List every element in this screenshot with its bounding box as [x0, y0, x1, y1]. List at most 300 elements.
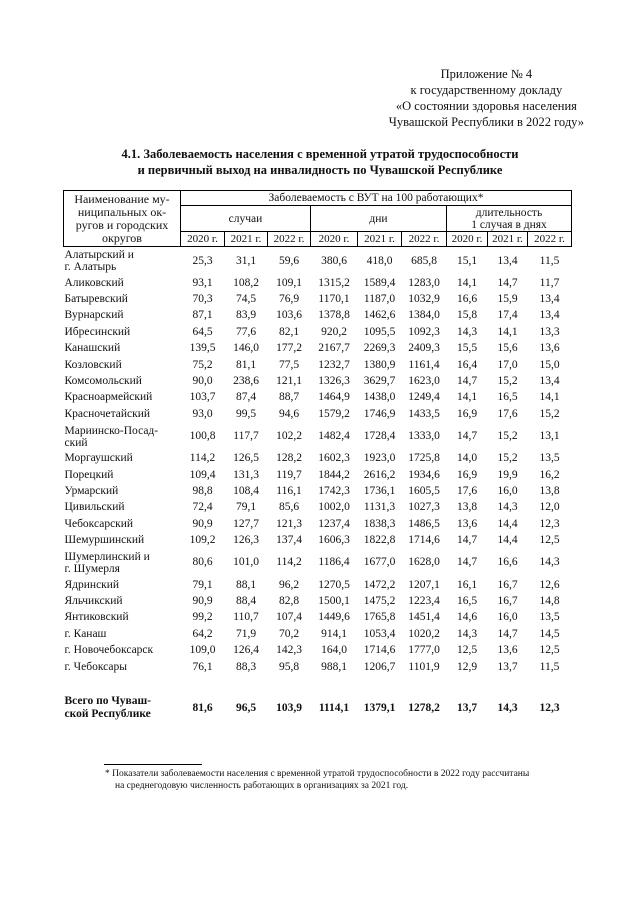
value-cell: 82,1: [278, 325, 300, 338]
value-cell: 14,3: [456, 627, 478, 640]
district-name: Шемуршинский: [64, 534, 145, 547]
district-name: Ибресинский: [64, 325, 131, 338]
value-cell: 15,2: [497, 452, 518, 465]
value-cell: 2269,3: [363, 342, 396, 355]
value-cell: 1606,3: [318, 534, 350, 547]
table-row: [64, 423, 572, 451]
year-header: 2020 г.: [181, 232, 225, 247]
value-cell: 13,6: [456, 517, 478, 530]
value-cell: 1101,9: [408, 660, 440, 673]
value-cell: 15,5: [456, 342, 478, 355]
table-row: [64, 549, 572, 577]
table-row: [64, 642, 572, 658]
value-cell: 81,1: [235, 358, 257, 371]
table-title: [0, 146, 640, 178]
table-row: [64, 516, 572, 532]
value-cell: 103,9: [276, 701, 302, 714]
table-header: [64, 191, 572, 247]
value-cell: 13,4: [539, 293, 560, 306]
value-cell: 1053,4: [363, 627, 396, 640]
value-cell: 16,7: [497, 578, 518, 591]
table-row: [64, 451, 572, 467]
value-cell: 96,2: [278, 578, 300, 591]
value-cell: 90,9: [192, 517, 213, 530]
value-cell: 1114,1: [318, 701, 350, 714]
value-cell: 1725,8: [408, 452, 440, 465]
year-header: 2021 г.: [488, 232, 528, 247]
table-row: [64, 247, 572, 276]
value-cell: 16,5: [456, 594, 478, 607]
district-name: Канашский: [64, 342, 121, 355]
value-cell: 1207,1: [408, 578, 440, 591]
value-cell: 16,2: [539, 468, 560, 481]
value-cell: 1728,4: [363, 430, 396, 443]
value-cell: 16,5: [497, 391, 518, 404]
value-cell: 14,1: [456, 276, 478, 289]
value-cell: 116,1: [276, 484, 302, 497]
table-row: [64, 308, 572, 324]
value-cell: 1170,1: [318, 293, 350, 306]
value-cell: 101,0: [233, 556, 259, 569]
value-cell: 72,4: [192, 501, 213, 514]
value-cell: 79,1: [192, 578, 213, 591]
year-header: 2022 г.: [402, 232, 447, 247]
district-name: Янтиковский: [64, 611, 129, 624]
appendix-line-3: «О состоянии здоровья населения: [395, 99, 577, 113]
value-cell: 1237,4: [318, 517, 350, 530]
value-cell: 2409,3: [408, 342, 440, 355]
value-cell: 15,6: [497, 342, 518, 355]
district-name: Красноармейский: [64, 391, 153, 404]
value-cell: 14,1: [539, 391, 560, 404]
value-cell: 100,8: [189, 430, 216, 443]
value-cell: 3629,7: [363, 375, 396, 388]
value-cell: 103,7: [189, 391, 216, 404]
value-cell: 121,3: [276, 517, 302, 530]
value-cell: 14,3: [497, 501, 518, 514]
value-cell: 1472,2: [363, 578, 396, 591]
value-cell: 70,3: [192, 293, 213, 306]
value-cell: 685,8: [411, 254, 437, 267]
value-cell: 17,4: [497, 309, 518, 322]
value-cell: 1032,9: [408, 293, 440, 306]
value-cell: 59,6: [278, 254, 300, 267]
value-cell: 1464,9: [318, 391, 350, 404]
value-cell: 14,4: [497, 517, 518, 530]
district-name: Алатырский и г. Алатырь: [64, 249, 134, 273]
value-cell: 238,6: [233, 375, 259, 388]
value-cell: 14,7: [456, 534, 478, 547]
value-cell: 103,6: [276, 309, 302, 322]
value-cell: 1378,8: [318, 309, 350, 322]
value-cell: 1249,4: [408, 391, 440, 404]
value-cell: 13,1: [539, 430, 560, 443]
value-cell: 16,1: [456, 578, 478, 591]
year-header: 2022 г.: [528, 232, 572, 247]
duration-header: длительность 1 случая в днях: [447, 206, 572, 232]
table-row: [64, 610, 572, 626]
value-cell: 14,7: [497, 276, 518, 289]
value-cell: 13,4: [539, 309, 560, 322]
footnote-line-1: * Показатели заболеваемости населения с временной утратой трудоспособности в 2022 году рассчитаны: [105, 769, 530, 779]
value-cell: 13,5: [539, 452, 560, 465]
appendix-line-4: Чувашской Республики в 2022 году»: [388, 115, 584, 129]
district-name: Яльчикский: [64, 594, 123, 607]
value-cell: 126,4: [233, 644, 259, 657]
value-cell: 14,0: [456, 452, 478, 465]
value-cell: 25,3: [192, 254, 213, 267]
value-cell: 85,6: [278, 501, 300, 514]
value-cell: 16,9: [456, 407, 478, 420]
value-cell: 15,9: [497, 293, 518, 306]
value-cell: 11,5: [539, 660, 560, 673]
value-cell: 1589,4: [363, 276, 396, 289]
value-cell: 380,6: [321, 254, 347, 267]
district-name: Вурнарский: [64, 309, 124, 322]
value-cell: 1438,0: [363, 391, 396, 404]
table-row: [64, 291, 572, 307]
value-cell: 2616,2: [363, 468, 396, 481]
value-cell: 12,5: [539, 534, 560, 547]
value-cell: 177,2: [276, 342, 302, 355]
value-cell: 146,0: [233, 342, 259, 355]
value-cell: 1822,8: [363, 534, 396, 547]
value-cell: 107,4: [276, 611, 302, 624]
total-row: [64, 693, 572, 723]
title-line-2: и первичный выход на инвалидность по Чувашской Республике: [137, 163, 503, 177]
value-cell: 64,5: [192, 325, 213, 338]
spacer-cell: [64, 675, 572, 693]
value-cell: 70,2: [278, 627, 300, 640]
value-cell: 128,2: [276, 452, 302, 465]
value-cell: 1270,5: [318, 578, 350, 591]
district-name: Урмарский: [64, 484, 119, 497]
value-cell: 119,7: [276, 468, 302, 481]
district-name: Моргаушский: [64, 452, 133, 465]
table-row: [64, 373, 572, 389]
value-cell: 127,7: [233, 517, 259, 530]
value-cell: 110,7: [233, 611, 259, 624]
value-cell: 74,5: [235, 293, 257, 306]
value-cell: 1736,1: [363, 484, 396, 497]
value-cell: 19,9: [497, 468, 518, 481]
vut-header: Заболеваемость с ВУТ на 100 работающих*: [181, 191, 572, 206]
value-cell: 14,3: [539, 556, 560, 569]
value-cell: 1923,0: [363, 452, 396, 465]
value-cell: 1765,8: [363, 611, 396, 624]
table-row: [64, 324, 572, 340]
value-cell: 1326,3: [318, 375, 350, 388]
value-cell: 1777,0: [408, 644, 440, 657]
value-cell: 1500,1: [318, 594, 350, 607]
value-cell: 12,3: [539, 701, 560, 714]
value-cell: 11,7: [539, 276, 560, 289]
value-cell: 12,6: [539, 578, 560, 591]
table-row: [64, 532, 572, 548]
value-cell: 83,9: [235, 309, 257, 322]
value-cell: 16,7: [497, 594, 518, 607]
value-cell: 16,0: [497, 484, 518, 497]
value-cell: 12,5: [456, 644, 478, 657]
value-cell: 90,0: [192, 375, 213, 388]
value-cell: 17,6: [456, 484, 478, 497]
value-cell: 1462,6: [363, 309, 396, 322]
value-cell: 109,1: [276, 276, 302, 289]
title-line-1: 4.1. Заболеваемость населения с временной утратой трудоспособности: [121, 147, 519, 161]
value-cell: 14,4: [497, 534, 518, 547]
district-name: Цивильский: [64, 501, 125, 514]
value-cell: 109,0: [189, 644, 216, 657]
value-cell: 1186,4: [318, 556, 350, 569]
value-cell: 914,1: [321, 627, 347, 640]
table-row: [64, 577, 572, 593]
year-header: 2020 г.: [447, 232, 488, 247]
value-cell: 64,2: [192, 627, 213, 640]
value-cell: 1092,3: [408, 325, 440, 338]
value-cell: 1602,3: [318, 452, 350, 465]
value-cell: 1232,7: [318, 358, 350, 371]
district-name: Чебоксарский: [64, 517, 134, 530]
value-cell: 15,1: [456, 254, 478, 267]
table-row: [64, 500, 572, 516]
name-column-header: Наименование му- ниципальных ок- ругов и городских округов: [64, 191, 181, 247]
morbidity-table: [63, 190, 572, 723]
value-cell: 13,4: [539, 375, 560, 388]
value-cell: 1623,0: [408, 375, 440, 388]
value-cell: 16,9: [456, 468, 478, 481]
value-cell: 1333,0: [408, 430, 440, 443]
district-name: г. Канаш: [64, 627, 107, 640]
value-cell: 2167,7: [318, 342, 350, 355]
value-cell: 16,6: [497, 556, 518, 569]
year-header: 2022 г.: [268, 232, 311, 247]
value-cell: 11,5: [539, 254, 560, 267]
district-name: Батыревский: [64, 293, 128, 306]
table-row: [64, 275, 572, 291]
value-cell: 77,5: [278, 358, 300, 371]
district-name: Комсомольский: [64, 375, 142, 388]
value-cell: 14,3: [456, 325, 478, 338]
value-cell: 87,1: [192, 309, 213, 322]
appendix-line-1: Приложение № 4: [440, 67, 533, 81]
value-cell: 93,0: [192, 407, 213, 420]
value-cell: 1187,0: [363, 293, 396, 306]
value-cell: 14,6: [456, 611, 478, 624]
value-cell: 1161,4: [408, 358, 440, 371]
table-row: [64, 483, 572, 499]
value-cell: 1278,2: [408, 701, 440, 714]
value-cell: 142,3: [276, 644, 302, 657]
value-cell: 108,2: [233, 276, 259, 289]
value-cell: 1380,9: [363, 358, 396, 371]
value-cell: 98,8: [192, 484, 213, 497]
value-cell: 1449,6: [318, 611, 350, 624]
value-cell: 15,2: [497, 375, 518, 388]
value-cell: 920,2: [321, 325, 347, 338]
year-header: 2021 г.: [358, 232, 402, 247]
value-cell: 76,9: [278, 293, 300, 306]
value-cell: 14,3: [497, 701, 518, 714]
district-name: Шумерлинский и г. Шумерля: [64, 550, 150, 575]
value-cell: 88,3: [235, 660, 257, 673]
value-cell: 1002,0: [318, 501, 350, 514]
value-cell: 13,6: [539, 342, 560, 355]
value-cell: 95,8: [278, 660, 300, 673]
value-cell: 126,3: [233, 534, 259, 547]
table-row: [64, 467, 572, 483]
value-cell: 13,4: [497, 254, 518, 267]
table-row: [64, 659, 572, 675]
value-cell: 1475,2: [363, 594, 396, 607]
value-cell: 109,2: [189, 534, 216, 547]
value-cell: 1486,5: [408, 517, 440, 530]
value-cell: 1482,4: [318, 430, 350, 443]
table-row: [64, 390, 572, 406]
value-cell: 1714,6: [408, 534, 440, 547]
value-cell: 1742,3: [318, 484, 350, 497]
value-cell: 80,6: [192, 556, 213, 569]
district-name: Всего по Чуваш- ской Республике: [64, 695, 152, 721]
value-cell: 15,0: [539, 358, 560, 371]
table-row: [64, 626, 572, 642]
value-cell: 1223,4: [408, 594, 440, 607]
value-cell: 13,6: [497, 644, 518, 657]
value-cell: 14,8: [539, 594, 560, 607]
district-name: г. Новочебоксарск: [64, 644, 154, 657]
table-body: [64, 247, 572, 724]
value-cell: 1206,7: [363, 660, 396, 673]
value-cell: 114,2: [276, 556, 302, 569]
value-cell: 14,1: [497, 325, 518, 338]
value-cell: 1628,0: [408, 556, 440, 569]
value-cell: 13,8: [456, 501, 478, 514]
value-cell: 1020,2: [408, 627, 440, 640]
value-cell: 14,7: [456, 556, 478, 569]
value-cell: 13,5: [539, 611, 560, 624]
value-cell: 82,8: [278, 594, 300, 607]
value-cell: 14,7: [456, 375, 478, 388]
value-cell: 87,4: [235, 391, 257, 404]
value-cell: 96,5: [235, 701, 257, 714]
value-cell: 1746,9: [363, 407, 396, 420]
value-cell: 75,2: [192, 358, 213, 371]
value-cell: 1838,3: [363, 517, 396, 530]
value-cell: 102,2: [276, 430, 302, 443]
table-row: [64, 406, 572, 422]
district-name: Козловский: [64, 358, 122, 371]
value-cell: 16,4: [456, 358, 478, 371]
cases-header: случаи: [181, 206, 311, 232]
value-cell: 1095,5: [363, 325, 396, 338]
district-name: г. Чебоксары: [64, 660, 127, 673]
value-cell: 88,4: [235, 594, 257, 607]
value-cell: 81,6: [192, 701, 213, 714]
value-cell: 13,7: [456, 701, 478, 714]
value-cell: 988,1: [321, 660, 347, 673]
value-cell: 15,2: [539, 407, 560, 420]
value-cell: 1384,0: [408, 309, 440, 322]
district-name: Порецкий: [64, 468, 114, 481]
value-cell: 139,5: [189, 342, 216, 355]
appendix-note: [389, 66, 584, 130]
value-cell: 94,6: [278, 407, 300, 420]
value-cell: 1433,5: [408, 407, 440, 420]
footnote-line-2: на среднегодовую численность работающих в организациях за 2021 год.: [115, 781, 409, 791]
value-cell: 90,9: [192, 594, 213, 607]
district-name: Аликовский: [64, 276, 124, 289]
value-cell: 1451,4: [408, 611, 440, 624]
value-cell: 88,1: [235, 578, 257, 591]
value-cell: 131,3: [233, 468, 259, 481]
value-cell: 1677,0: [363, 556, 396, 569]
value-cell: 121,1: [276, 375, 302, 388]
value-cell: 77,6: [235, 325, 257, 338]
value-cell: 31,1: [235, 254, 257, 267]
value-cell: 1283,0: [408, 276, 440, 289]
value-cell: 12,9: [456, 660, 478, 673]
footnote-divider: [104, 764, 202, 765]
value-cell: 13,8: [539, 484, 560, 497]
value-cell: 17,6: [497, 407, 518, 420]
value-cell: 88,7: [278, 391, 300, 404]
value-cell: 1027,3: [408, 501, 440, 514]
district-name: Ядринский: [64, 578, 120, 591]
footnote: [105, 768, 529, 792]
value-cell: 126,5: [233, 452, 259, 465]
value-cell: 14,5: [539, 627, 560, 640]
value-cell: 1579,2: [318, 407, 350, 420]
value-cell: 13,3: [539, 325, 560, 338]
value-cell: 14,7: [497, 627, 518, 640]
value-cell: 1131,3: [363, 501, 396, 514]
value-cell: 1315,2: [318, 276, 350, 289]
value-cell: 13,7: [497, 660, 518, 673]
value-cell: 12,0: [539, 501, 560, 514]
value-cell: 137,4: [276, 534, 302, 547]
value-cell: 79,1: [235, 501, 257, 514]
value-cell: 71,9: [235, 627, 257, 640]
year-header: 2020 г.: [311, 232, 358, 247]
days-header: дни: [311, 206, 447, 232]
value-cell: 1714,6: [363, 644, 396, 657]
value-cell: 76,1: [192, 660, 213, 673]
year-header: 2021 г.: [225, 232, 268, 247]
table-row: [64, 593, 572, 609]
value-cell: 14,7: [456, 430, 478, 443]
value-cell: 99,5: [235, 407, 257, 420]
value-cell: 14,1: [456, 391, 478, 404]
value-cell: 15,2: [497, 430, 518, 443]
value-cell: 99,2: [192, 611, 213, 624]
table-row: [64, 341, 572, 357]
value-cell: 15,8: [456, 309, 478, 322]
value-cell: 1605,5: [408, 484, 440, 497]
value-cell: 164,0: [321, 644, 347, 657]
value-cell: 93,1: [192, 276, 213, 289]
value-cell: 12,5: [539, 644, 560, 657]
table-row: [64, 357, 572, 373]
value-cell: 1934,6: [408, 468, 440, 481]
value-cell: 12,3: [539, 517, 560, 530]
appendix-line-2: к государственному докладу: [410, 83, 563, 97]
value-cell: 109,4: [189, 468, 216, 481]
value-cell: 1844,2: [318, 468, 350, 481]
value-cell: 117,7: [233, 430, 259, 443]
value-cell: 1379,1: [363, 701, 396, 714]
value-cell: 17,0: [497, 358, 518, 371]
district-name: Красночетайский: [64, 407, 151, 420]
value-cell: 108,4: [233, 484, 259, 497]
